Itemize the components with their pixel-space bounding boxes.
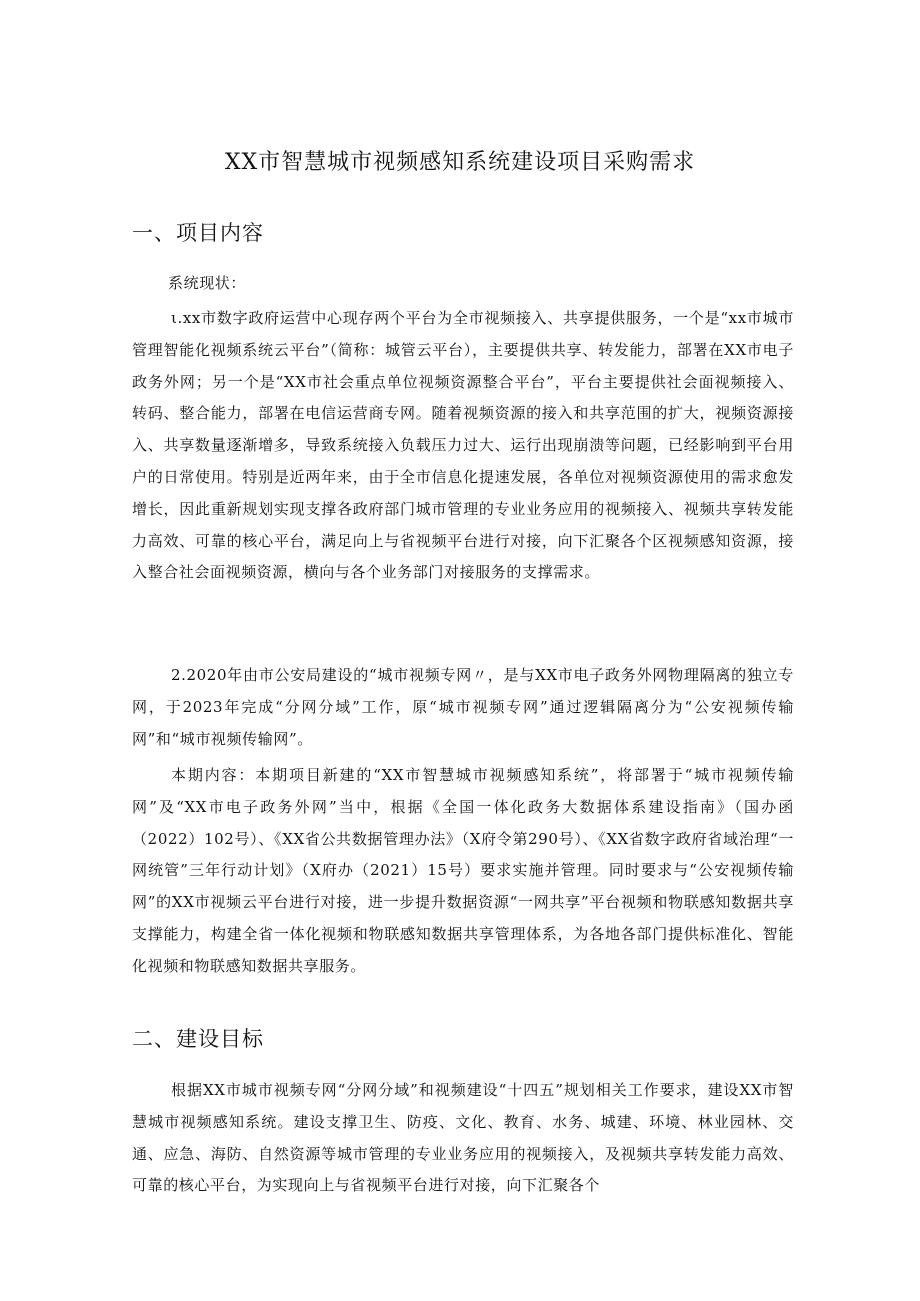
document-title: XX市智慧城市视频感知系统建设项目采购需求 <box>224 150 696 175</box>
paragraph-status-1: ι.xx市数字政府运营中心现存两个平台为全市视频接入、共享提供服务，一个是“xx市城市管理智能化视频系统云平台”（简称：城管云平台），主要提供共享、转发能力，部署在XX市电子政务外网；另一个是“XX市社会重点单位视频资源整合平台”，平台主要提供社会面视频接入、转码、整合能力，部署在电信运营商专网。随着视频资源的接入和共享范围的扩大，视频资源接入、共享数量逐渐增多，导致系统接入负载压力过大、运行出现崩溃等问题，已经影响到平台用户的日常使用。特别是近两年来，由于全市信息化提速发展，各单位对视频资源使用的需求愈发增长，因此重新规划实现支撑各政府部门城市管理的专业业务应用的视频接入、视频共享转发能力高效、可靠的核心平台，满足向上与省视频平台进行对接，向下汇聚各个区视频感知资源，接入整合社会面视频资源，横向与各个业务部门对接服务的支撑需求。 <box>132 309 794 582</box>
paragraph-status-2: 2.2020年由市公安局建设的“城市视频专网〃，是与XX市电子政务外网物理隔离的独立专网，于2023年完成“分网分域”工作，原“城市视频专网”通过逻辑隔离分为“公安视频传输网”和“城市视频传输网”。 <box>132 666 794 748</box>
paragraph-current-phase: 本期内容：本期项目新建的“XX市智慧城市视频感知系统”，将部署于“城市视频传输网”及“XX市电子政务外网”当中，根据《全国一体化政务大数据体系建设指南》（国办函（2022）102号）、《XX省公共数据管理办法》（X府令第290号）、《XX省数字政府省域治理“一网统管”三年行动计划》（X府办（2021）15号）要求实施并管理。同时要求与“公安视频传输网”的XX市视频云平台进行对接，进一步提升数据资源“一网共享”平台视频和物联感知数据共享支撑能力，构建全省一体化视频和物联感知数据共享管理体系，为各地各部门提供标准化、智能化视频和物联感知数据共享服务。 <box>132 766 794 975</box>
section-heading-goals: 二、建设目标 <box>132 1027 264 1051</box>
section-heading-project-content: 一、项目内容 <box>132 221 264 245</box>
system-status-label: 系统现状： <box>168 274 247 292</box>
paragraph-goals-1: 根据XX市城市视频专网“分网分域”和视频建设“十四五”规划相关工作要求，建设XX市智慧城市视频感知系统。建设支撑卫生、防疫、文化、教育、水务、城建、环境、林业园林、交通、应急、海防、自然资源等城市管理的专业业务应用的视频接入，及视频共享转发能力高效、可靠的核心平台，为实现向上与省视频平台进行对接，向下汇聚各个 <box>132 1081 794 1195</box>
